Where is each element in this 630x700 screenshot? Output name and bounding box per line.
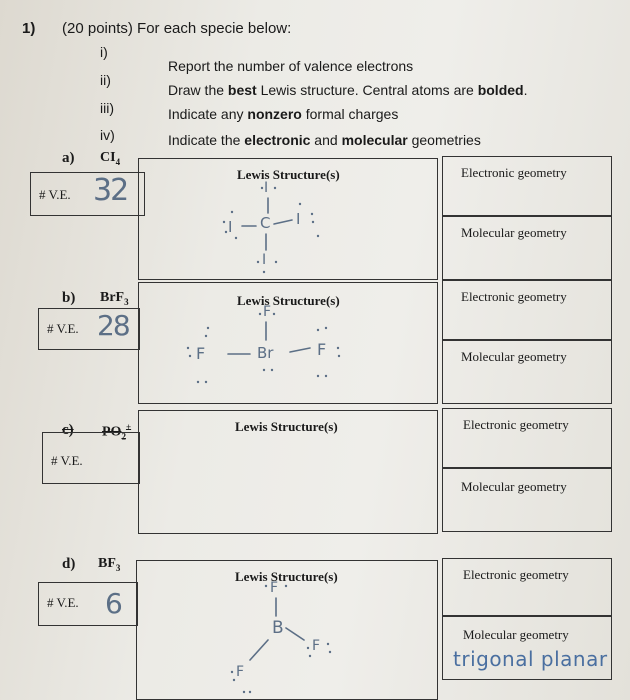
step-roman-2: ii) [100, 72, 111, 88]
sketch-a-right-atom: I [296, 210, 301, 228]
question-number: 1) [22, 20, 36, 37]
part-d-electronic-box[interactable] [442, 558, 612, 616]
ve-answer: 32 [93, 173, 128, 208]
lewis-label: Lewis Structure(s) [235, 419, 338, 434]
lewis-label: Lewis Structure(s) [235, 569, 338, 584]
sketch-b-left-atom: F [196, 344, 206, 363]
sketch-a-bottom-atom: I [262, 252, 267, 268]
step-roman-3: iii) [100, 100, 114, 116]
sketch-b-center-atom: Br [257, 344, 274, 362]
sketch-d-top-atom: F [270, 580, 279, 596]
ve-label: # V.E. [51, 453, 83, 468]
question-title: (20 points) For each specie below: [62, 20, 292, 37]
ve-answer: 28 [97, 309, 129, 342]
sketch-b-top-atom: F [263, 304, 272, 320]
part-b-letter: b) [62, 290, 76, 306]
sketch-a-center-atom: C [260, 214, 271, 232]
part-d-letter: d) [62, 556, 76, 572]
electronic-label: Electronic geometry [461, 289, 567, 304]
ve-label: # V.E. [47, 321, 79, 336]
molecular-label: Molecular geometry [461, 349, 567, 364]
molecular-label: Molecular geometry [461, 479, 567, 494]
ve-label: # V.E. [47, 595, 79, 610]
part-d-species: $BF_3$ [98, 556, 121, 573]
molecular-label: Molecular geometry [461, 225, 567, 240]
sketch-b-right-atom: F [317, 340, 327, 359]
part-d-molecular-box[interactable] [442, 616, 612, 680]
sketch-d-right-atom: F [312, 638, 321, 654]
electronic-label: Electronic geometry [463, 417, 569, 432]
electronic-label: Electronic geometry [461, 165, 567, 180]
step-roman-4: iv) [100, 127, 115, 143]
part-a-letter: a) [62, 150, 75, 166]
sketch-a-top-atom: I [264, 180, 269, 196]
part-b-species: BrF$_3$ [100, 290, 129, 307]
electronic-label: Electronic geometry [463, 567, 569, 582]
sketch-d-center-atom: B [272, 618, 284, 638]
lewis-label: Lewis Structure(s) [237, 167, 340, 182]
lewis-label: Lewis Structure(s) [237, 293, 340, 308]
part-c-species: $PO_2^+$ [102, 422, 132, 442]
step-text-2: Draw the best Lewis structure. Central atoms are bolded. [168, 82, 528, 98]
step-text-4: Indicate the electronic and molecular geometries [168, 132, 481, 148]
part-a-species: $CI_4$ [100, 150, 121, 167]
sketch-a-left-atom: I [228, 218, 233, 236]
step-text-1: Report the number of valence electrons [168, 58, 414, 74]
step-text-3: Indicate any nonzero formal charges [168, 106, 399, 122]
molecular-answer: trigonal planar [453, 647, 608, 671]
sketch-d-bottom-left-atom: F [236, 664, 245, 680]
ve-answer: 6 [105, 587, 123, 620]
molecular-label: Molecular geometry [463, 627, 569, 642]
part-c-letter: c) [62, 422, 74, 438]
ve-label: # V.E. [39, 187, 71, 202]
step-roman-1: i) [100, 44, 108, 60]
